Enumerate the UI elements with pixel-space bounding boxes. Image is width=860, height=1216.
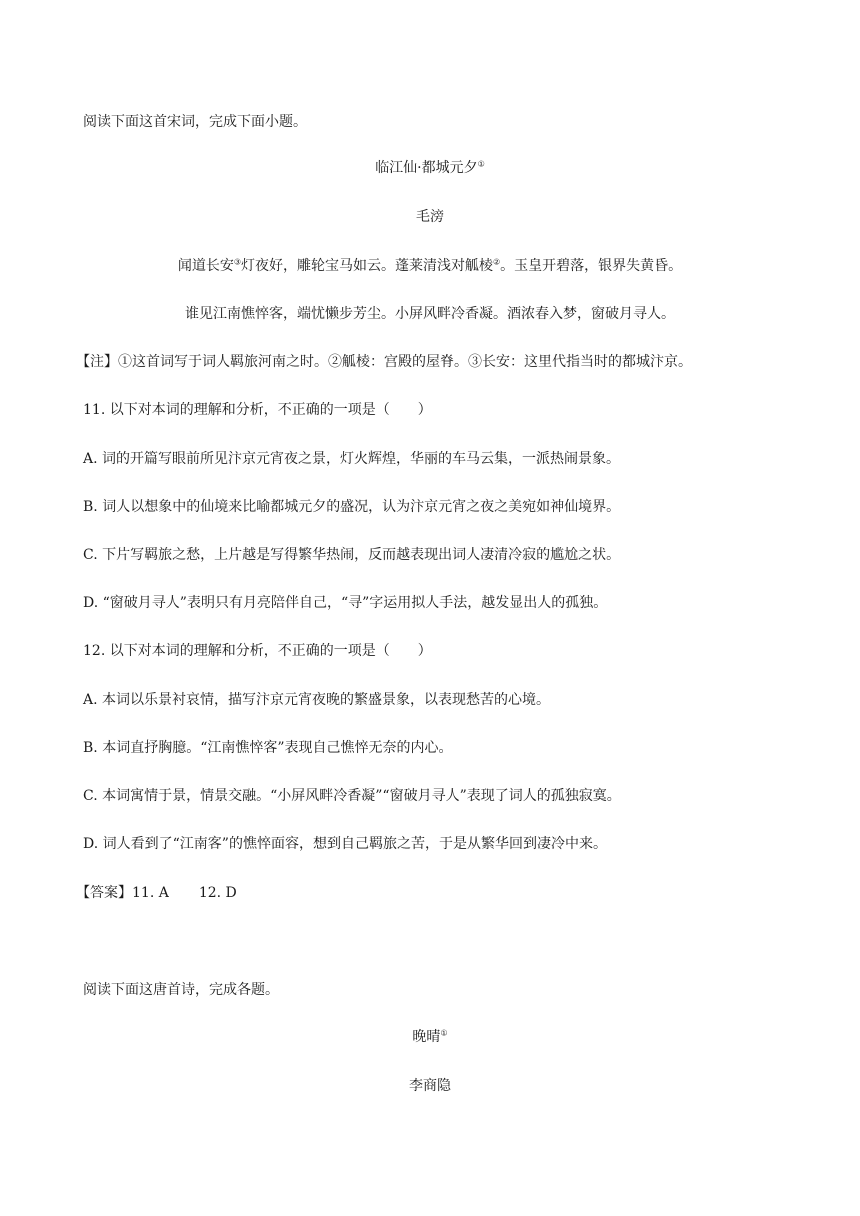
poem-notes — [76, 352, 692, 372]
notes-label: 【注】 — [76, 354, 118, 370]
question-12-option-c: C. 本词寓情于景，情景交融。“小屏风畔冷香凝”“窗破月寻人”表现了词人的孤独寂寞。 — [83, 788, 621, 804]
poem-author-1: 毛滂 — [416, 209, 444, 225]
question-12-option-d: D. 词人看到了“江南客”的憔悴面容，想到自己羁旅之苦，于是从繁华回到凄冷中来。 — [83, 836, 607, 852]
notes-text: ①这首词写于词人羁旅河南之时。②觚棱：宫殿的屋脊。③长安：这里代指当时的都城汴京。 — [118, 354, 692, 370]
poem-title-2 — [0, 1027, 860, 1047]
answer-12: 12. D — [198, 885, 237, 901]
question-12-option-a: A. 本词以乐景衬哀情，描写汴京元宵夜晚的繁盛景象，以表现愁苦的心境。 — [83, 692, 551, 708]
poem-title-text: 临江仙·都城元夕 — [375, 160, 478, 176]
answer-11: 11. A — [132, 885, 169, 901]
poem-verse-2: 谁见江南憔悴客，端忧懒步芳尘。小屏风畔冷香凝。酒浓春入梦，窗破月寻人。 — [185, 306, 675, 322]
question-11-stem: 11. 以下对本词的理解和分析，不正确的一项是（ ） — [83, 402, 432, 418]
poem-author-2: 李商隐 — [409, 1078, 451, 1094]
footnote-marker: ① — [440, 1028, 448, 1038]
answer-key — [76, 883, 237, 903]
question-11-option-a: A. 词的开篇写眼前所见汴京元宵夜之景，灯火辉煌，华丽的车马云集，一派热闹景象。 — [83, 451, 621, 467]
poem-title-text: 晚晴 — [412, 1029, 441, 1045]
verse-text: 灯夜好，雕轮宝马如云。蓬莱清浅对觚棱 — [241, 258, 493, 274]
poem-verse-1 — [0, 256, 860, 276]
question-12-option-b: B. 本词直抒胸臆。“江南憔悴客”表现自己憔悴无奈的内心。 — [83, 740, 453, 756]
answer-label: 【答案】 — [76, 885, 132, 901]
question-11-option-d: D. “窗破月寻人”表明只有月亮陪伴自己，“寻”字运用拟人手法，越发显出人的孤独。 — [83, 595, 608, 611]
footnote-marker: ③ — [233, 257, 241, 267]
instruction-tang-poem: 阅读下面这唐首诗，完成各题。 — [83, 982, 279, 998]
footnote-marker: ② — [493, 257, 501, 267]
poem-title-1 — [0, 158, 860, 178]
question-11-option-b: B. 词人以想象中的仙境来比喻都城元夕的盛况，认为汴京元宵之夜之美宛如神仙境界。 — [83, 499, 621, 515]
verse-text: 。玉皇开碧落，银界失黄昏。 — [500, 258, 683, 274]
question-11-option-c: C. 下片写羁旅之愁，上片越是写得繁华热闹，反而越表现出词人凄清冷寂的尴尬之状。 — [83, 547, 621, 563]
instruction-song-ci: 阅读下面这首宋词，完成下面小题。 — [83, 114, 307, 130]
question-12-stem: 12. 以下对本词的理解和分析，不正确的一项是（ ） — [83, 643, 432, 659]
footnote-marker: ① — [477, 159, 485, 169]
verse-text: 闻道长安 — [177, 258, 234, 274]
